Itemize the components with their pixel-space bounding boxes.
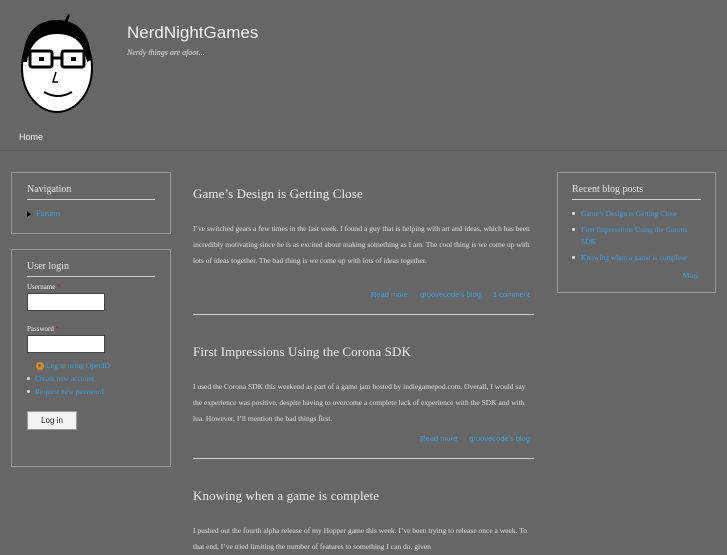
bullet-icon <box>572 256 575 259</box>
article-divider <box>193 314 534 315</box>
article-body: I’ve switched gears a few times in the last week. I found a guy that is helping with art and ideas, which has been incredibly motivating since he is as excited about making something as I am. The cool thing is we come up with lots of ideas together. The bad thing is we come up with lots of ideas together. <box>193 224 530 265</box>
recent-posts-list <box>572 208 701 264</box>
collapsed-triangle-icon <box>27 211 31 217</box>
navigation-block-title: Navigation <box>27 184 155 200</box>
site-slogan: Nerdy things are afoot... <box>127 48 205 57</box>
article-title[interactable]: Game’s Design is Getting Close <box>193 186 363 201</box>
site-name[interactable]: NerdNightGames <box>127 23 259 42</box>
list-item[interactable] <box>572 252 701 264</box>
article-teaser <box>193 344 534 460</box>
more-link[interactable]: More <box>682 271 699 280</box>
article-divider <box>193 458 534 459</box>
article-links <box>361 290 530 299</box>
create-account-item[interactable] <box>27 374 155 383</box>
username-input[interactable] <box>27 293 105 311</box>
bullet-icon <box>27 377 30 380</box>
blog-author-link[interactable]: groovecode's blog <box>469 434 530 443</box>
forums-link[interactable]: Forums <box>36 209 61 218</box>
nav-home-link[interactable]: Home <box>19 132 44 142</box>
recent-post-link[interactable]: Game’s Design is Getting Close <box>581 209 678 218</box>
nerd-face-logo[interactable] <box>18 12 96 116</box>
article-teaser <box>193 488 534 551</box>
blog-author-link[interactable]: groovecode's blog <box>420 290 481 299</box>
bullet-icon <box>572 228 575 231</box>
user-login-block <box>11 249 171 467</box>
openid-icon <box>36 362 44 370</box>
password-input[interactable] <box>27 335 105 353</box>
username-label: Username * <box>27 283 61 291</box>
login-links <box>27 361 155 396</box>
article-body: I pushed out the fourth alpha release of my Hopper game this week. I’ve been trying to release once a week. To that end, I’ve tried limiting the number of features to something I can do, given <box>193 526 528 551</box>
article-title[interactable]: Knowing when a game is complete <box>193 488 380 503</box>
login-button[interactable]: Log in <box>27 411 77 430</box>
read-more-link[interactable]: Read more <box>420 434 458 443</box>
list-item[interactable] <box>572 224 701 248</box>
navigation-block <box>11 172 171 234</box>
nav-item-forums[interactable] <box>27 209 155 218</box>
recent-post-link[interactable]: Knowing when a game is complete <box>581 253 687 262</box>
header-divider <box>0 150 727 151</box>
read-more-link[interactable]: Read more <box>370 290 409 299</box>
required-marker: * <box>55 325 60 333</box>
comments-link[interactable]: 1 comment <box>492 290 530 299</box>
bullet-icon <box>572 212 575 215</box>
user-login-title: User login <box>27 261 155 277</box>
list-item[interactable] <box>572 208 701 220</box>
recent-posts-title: Recent blog posts <box>572 184 701 200</box>
article-body: I used the Corona SDK this weekend as part of a game jam hosted by indiegamepod.com. Overall, I would say the experience was positive, despite having to overcome a complete lack of experience with the SDK and with lua. However, I’ll mention the bad things first. <box>193 382 526 423</box>
openid-item[interactable] <box>27 361 155 370</box>
bullet-icon <box>27 390 30 393</box>
recent-posts-block <box>557 172 716 293</box>
required-marker: * <box>57 283 61 291</box>
password-label: Password * <box>27 325 60 333</box>
request-password-item[interactable] <box>27 387 155 396</box>
article-title[interactable]: First Impressions Using the Corona SDK <box>193 344 411 359</box>
recent-post-link[interactable]: First Impressions Using the Corona SDK <box>581 225 688 246</box>
article-links <box>410 434 530 443</box>
openid-login-link[interactable]: Log in using OpenID <box>46 361 110 370</box>
article-teaser <box>193 186 534 316</box>
create-account-link[interactable]: Create new account <box>35 374 95 383</box>
request-password-link[interactable]: Request new password <box>35 387 104 396</box>
